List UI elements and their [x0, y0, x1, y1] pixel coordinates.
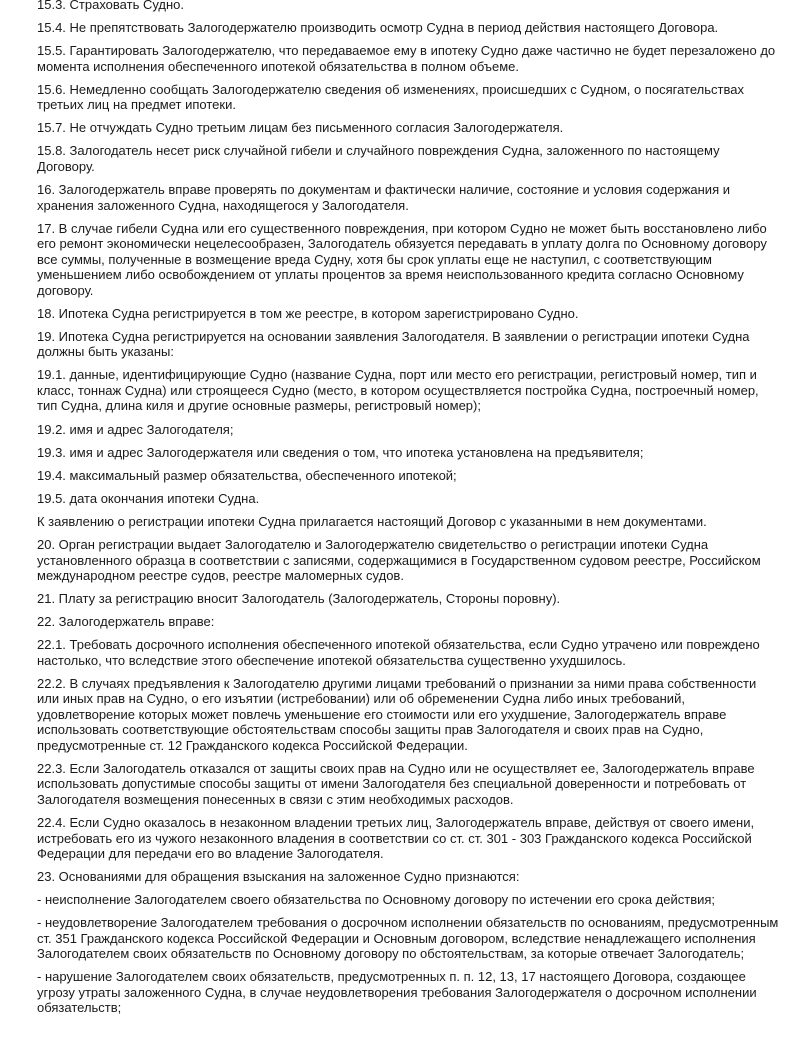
clause-15-8: 15.8. Залогодатель несет риск случайной гибели и случайного повреждения Судна, заложенного по настоящему Договору.	[37, 143, 720, 174]
clause-19-3: 19.3. имя и адрес Залогодержателя или сведения о том, что ипотека установлена на предъявителя;	[37, 444, 644, 460]
clause-19-1: 19.1. данные, идентифицирующие Судно (название Судна, порт или место его регистрации, регистровый номер, тип и класс, тоннаж Судна) или строящееся Судно (место, в котором осуществляется постройка Судна, построечный номер, тип Судна, длина киля и другие основные размеры, регистровый номер);	[37, 367, 759, 414]
clause-21: 21. Плату за регистрацию вносит Залогодатель (Залогодержатель, Стороны поровну).	[37, 591, 561, 607]
clause-16: 16. Залогодержатель вправе проверять по документам и фактически наличие, состояние и условия содержания и хранения заложенного Судна, находящегося у Залогодателя.	[37, 182, 730, 213]
clause-19-2: 19.2. имя и адрес Залогодателя;	[37, 421, 234, 437]
clause-20: 20. Орган регистрации выдает Залогодателю и Залогодержателю свидетельство о регистрации ипотеки Судна установленного образца в соответствии с записями, содержащимися в Государственном судовом реестре, Российском международном реестре судов, реестре маломерных судов.	[37, 537, 761, 583]
clause-15-5: 15.5. Гарантировать Залогодержателю, что передаваемое ему в ипотеку Судно даже частично не будет перезаложено до момента исполнения обеспеченного ипотекой обязательства в полном объеме.	[37, 43, 776, 74]
clause-17: 17. В случае гибели Судна или его существенного повреждения, при котором Судно не может быть восстановлено либо его ремонт экономически нецелесообразен, Залогодатель обязуется передавать в уплату долга по Основному договору все суммы, полученные в возмещение вреда Судну, хотя бы срок уплаты еще не наступил, с соответствующим уменьшением либо освобождением от уплаты процентов за время неиспользованного кредита согласно Основному договору.	[37, 220, 767, 298]
clause-15-3: 15.3. Страховать Судно.	[37, 0, 185, 12]
clause-15-4: 15.4. Не препятствовать Залогодержателю производить осмотр Судна в период действия настоящего Договора.	[37, 20, 719, 36]
clause-23: 23. Основаниями для обращения взыскания на заложенное Судно признаются:	[37, 869, 520, 885]
clause-18: 18. Ипотека Судна регистрируется в том же реестре, в котором зарегистрировано Судно.	[37, 305, 579, 321]
clause-22-3: 22.3. Если Залогодатель отказался от защиты своих прав на Судно или не осуществляет ее, Залогодержатель вправе использовать допустимые способы защиты от имени Залогодателя без специальной доверенности и потребовать от Залогодателя возмещения понесенных в связи с этим необходимых расходов.	[37, 760, 755, 807]
clause-19-attachment-note: К заявлению о регистрации ипотеки Судна прилагается настоящий Договор с указанными в нем документами.	[37, 513, 707, 529]
clause-19-4: 19.4. максимальный размер обязательства, обеспеченного ипотекой;	[37, 467, 457, 483]
clause-22: 22. Залогодержатель вправе:	[37, 614, 215, 630]
clause-23-item-1: - неисполнение Залогодателем своего обязательства по Основному договору по истечении его срока действия;	[37, 892, 716, 908]
clause-22-2: 22.2. В случаях предъявления к Залогодателю другими лицами требований о признании за ними права собственности или иных прав на Судно, о его изъятии (истребовании) или об обременении Судна либо иных требований, удовлетворение которых может повлечь уменьшение его стоимости или его ухудшение, Залогодержатель вправе использовать соответствующие обстоятельствам способы защиты прав Залогодателя и своих прав на Судно, предусмотренные ст. 12 Гражданского кодекса Российской Федерации.	[37, 675, 757, 753]
clause-15-6: 15.6. Немедленно сообщать Залогодержателю сведения об изменениях, происшедших с Судном, о посягательствах третьих лиц на предмет ипотеки.	[37, 81, 744, 113]
clause-22-4: 22.4. Если Судно оказалось в незаконном владении третьих лиц, Залогодержатель вправе, действуя от своего имени, истребовать его из чужого незаконного владения в соответствии со ст. ст. 301 - 303 Гражданского кодекса Российской Федерации для передачи его во владение Залогодателя.	[37, 815, 755, 862]
clause-23-item-2: - неудовлетворение Залогодателем требования о досрочном исполнении обязательств по основаниям, предусмотренным ст. 351 Гражданского кодекса Российской Федерации и Основным договором, вследствие ненадлежащего исполнения Залогодателем своих обязательств по Основному договору по обстоятельствам, за которые отвечает Залогодатель;	[37, 915, 779, 962]
clause-15-7: 15.7. Не отчуждать Судно третьим лицам без письменного согласия Залогодержателя.	[37, 120, 564, 136]
clause-22-1: 22.1. Требовать досрочного исполнения обеспеченного ипотекой обязательства, если Судно утрачено или повреждено настолько, что вследствие этого обеспечение ипотекой обязательства существенно ухудшилось.	[37, 637, 760, 668]
clause-19: 19. Ипотека Судна регистрируется на основании заявления Залогодателя. В заявлении о регистрации ипотеки Судна должны быть указаны:	[37, 328, 750, 360]
clause-19-5: 19.5. дата окончания ипотеки Судна.	[37, 490, 260, 506]
clause-23-item-3: - нарушение Залогодателем своих обязательств, предусмотренных п. п. 12, 13, 17 настоящего Договора, создающее угрозу утраты заложенного Судна, в случае неудовлетворения требования Залогодержателя о досрочном исполнении обязательств;	[37, 969, 757, 1016]
